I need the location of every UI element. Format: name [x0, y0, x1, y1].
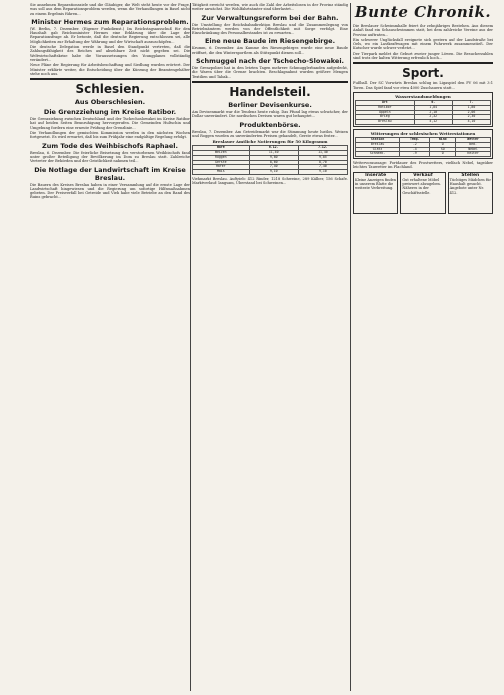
table-header: Wind	[430, 137, 456, 142]
headline: Die Grenzziehung im Kreise Ratibor.	[43, 108, 177, 117]
table-header: 6.	[414, 100, 452, 105]
advertisement	[353, 172, 398, 214]
advertisement-row	[353, 172, 493, 214]
article-text: Die Umstellung der Reichsbahndirektion Breslau und die Zusammenlegung von Betriebsämtern werden von der Öffentlichkeit mit Sorge verfolgt. Eine Einschränkung des Personalbestandes ist zu erwarten...	[192, 22, 348, 36]
table-row	[356, 120, 491, 125]
article-text: Krumm, 6. Dezember. Am Kamme des Riesengebirges wurde eine neue Baude eröffnet, die den Wintersportlern als Stützpunkt dienen soll...	[192, 46, 348, 55]
table-title: Witterungen der schlesischen Wetterstationen	[370, 130, 476, 136]
table-cell: 9,10	[298, 170, 347, 175]
table-header: Ware	[193, 146, 250, 151]
table-cell: 4,10	[452, 120, 490, 125]
table-cell: Hafer	[193, 165, 250, 170]
ad-title: Inserate	[365, 172, 387, 178]
table-cell: 4,12	[414, 120, 452, 125]
table-header: Temp.	[400, 137, 430, 142]
table-header: Wetter	[456, 137, 491, 142]
table-cell: 2,10	[414, 110, 452, 115]
table-row	[193, 170, 348, 175]
table-cell: -2	[400, 142, 430, 147]
table-cell: 2,32	[414, 115, 452, 120]
article-text: Die deutsche Delegation werde in Basel den Standpunkt vertreten, daß die Zahlungsfähigkeit des Reiches auf absehbare Zeit nicht gegeben sei. Die Weltwirtschaftskrise habe die Voraussetzungen des Youngplanes vollständig verändert...	[30, 45, 190, 62]
table-row	[356, 152, 491, 157]
table-title: Breslauer Amtliche Notierungen für 50 Kilogramm	[212, 139, 328, 145]
price-table	[192, 145, 348, 175]
article-text: Sie annehmen Reparationsziele und die Gläubiger, die Welt steht heute vor der Frage, was soll aus dem Reparationsproblem werden, wenn die Verhandlungen in Basel nicht zu einem Ergebnis führen...	[30, 3, 190, 16]
headline: Die Notlage der Landwirtschaft im Kreise Breslau.	[34, 165, 186, 182]
divider	[353, 62, 493, 64]
table-header: 7.	[452, 100, 490, 105]
section-title: Handelsteil.	[229, 84, 311, 99]
table-cell: -4	[400, 147, 430, 152]
table-cell: 11,40	[298, 150, 347, 155]
table-cell: Gerste	[193, 160, 250, 165]
table-cell: 7,40	[249, 165, 298, 170]
section-title: Schlesien.	[75, 82, 145, 97]
article-text: Die Verhandlungen der gemischten Kommission werden in den nächsten Wochen fortgesetzt. Es wird erwartet, daß bis zum Frühjahr eine endgültige Regelung erfolgt.	[30, 131, 190, 140]
table-cell: 8,70	[298, 160, 347, 165]
section-subtitle: Aus Oberschlesien.	[74, 98, 146, 107]
table-cell: 1,84	[414, 105, 452, 110]
section-title: Sport.	[402, 66, 444, 81]
table-cell: O	[430, 152, 456, 157]
table-cell: 7,40	[298, 165, 347, 170]
table-cell: Glatz	[356, 147, 400, 152]
article-text: Fußball. Der SC Vorwärts Breslau schlug im Ligaspiel den FV 06 mit 3:1 Toren. Das Spiel fand vor etwa 4000 Zuschauern statt...	[353, 81, 493, 90]
water-level-table	[355, 100, 491, 125]
divider	[192, 81, 348, 83]
headline: Zur Verwaltungsreform bei der Bahn.	[201, 13, 339, 22]
table-cell: Ratibor	[356, 105, 415, 110]
headline: Minister Hermes zum Reparationsproblem.	[31, 17, 189, 26]
article-text: Die Breslauer Schwimmhalle feiert ihr zehnjähriges Bestehen. Aus diesem Anlaß fand ein Schauschwimmen statt, bei dem zahlreiche Vereine aus der Provinz auftraten...	[353, 24, 493, 37]
table-cell: Roggen	[193, 155, 250, 160]
article-text: Tätigkeit erreicht werden, wie auch die Zahl der Arbeitslosen in der Provinz ständig weiter anwächst. Die Wohlfahrtsämter sind überlastet...	[192, 3, 348, 12]
article-text: Viehmarkt Breslau. Auftrieb: 412 Rinder, 1218 Schweine, 289 Kälber, 156 Schafe. Marktverlauf: langsam, Überstand bei Schweinen...	[192, 176, 348, 186]
ad-title: Verkauf	[413, 172, 433, 178]
column-rule	[350, 3, 351, 691]
column-rule	[190, 3, 191, 691]
headline: Eine neue Baude im Riesengebirge.	[204, 37, 336, 46]
article-text: Die Grenzziehung zwischen Deutschland und der Tschechoslowakei im Kreise Ratibor hat auf beiden Seiten Beunruhigung hervorgerufen. Die Gemeinden Hultschin und Umgebung fordern eine erneute Prüfung der Grenzlinie...	[30, 117, 190, 130]
column-middle	[192, 3, 348, 187]
table-cell: Nebel	[456, 147, 491, 152]
article-text: Neue Pläne der Regierung für Arbeitsbeschaffung und Siedlung wurden erörtert. Der Minister erklärte weiter, die Entscheidung über die Kürzung der Beamtengehälter stehe noch aus.	[30, 63, 190, 76]
article-text: Der Tierpark meldet die Geburt zweier junger Löwen. Die Besucherzahlen sind trotz der kalten Witterung erfreulich hoch...	[353, 51, 493, 61]
article-text: Breslau, 7. Dezember. Am Getreidemarkt war die Stimmung heute lustlos. Weizen und Roggen wurden zu unveränderten Preisen gehandelt, Gerste etwas fester...	[192, 129, 348, 138]
article-text: Die Grenzpolizei hat in den letzten Tagen mehrere Schmugglerbanden aufgedeckt, die Waren über die Grenze brachten. Beschlagnahmt wurden größere Mengen Textilien und Tabak...	[192, 66, 348, 79]
advertisement	[400, 172, 445, 214]
article-text: (W. Berlin, 7. Dezember. (Eigener Funkdienst.) Im Reichstagsausschuß für den Haushalt gab Reichsminister Hermes eine Erklärung über die Lage der Reparationsfrage ab. Er betonte, daß die deutsche Regierung entschlossen sei, alle Möglichkeiten zur Erhaltung der Währung und der Wirtschaft auszuschöpfen...	[30, 26, 190, 44]
article-text: Die Bauern des Kreises Breslau haben in einer Versammlung auf die ernste Lage der Landwirtschaft hingewiesen und die Regierung um sofortige Hilfsmaßnahmen gebeten. Der Preisverfall bei Getreide und Vieh habe viele Betriebe an den Rand des Ruins gebracht...	[30, 182, 190, 200]
table-title: Wasserstandsmeldungen	[395, 93, 451, 99]
table-header: 7.12.	[298, 146, 347, 151]
weather-box	[353, 129, 493, 159]
table-cell: 2,06	[452, 110, 490, 115]
weather-table	[355, 137, 491, 157]
table-cell: Brieg	[356, 115, 415, 120]
ad-text: Kleine Anzeigen finden in unserem Blatte die weiteste Verbreitung.	[355, 177, 397, 191]
table-cell: Mais	[193, 170, 250, 175]
headline: Produktenbörse.	[239, 120, 301, 129]
table-cell: -9	[400, 152, 430, 157]
table-cell: Oppeln	[356, 110, 415, 115]
article-text: Ein schwerer Unglücksfall ereignete sich gestern auf der Landstraße bei Oels, wo ein Lastkraftwagen mit einem Fuhrwerk zusammenstieß. Der Kutscher wurde schwer verletzt...	[353, 37, 493, 51]
advertisement	[448, 172, 493, 214]
table-cell: bed.	[456, 142, 491, 147]
table-cell: 8,60	[249, 160, 298, 165]
table-cell: Breslau	[356, 120, 415, 125]
column-left	[30, 3, 190, 201]
divider	[30, 78, 190, 80]
table-cell: 9,85	[298, 155, 347, 160]
table-cell: Breslau	[356, 142, 400, 147]
table-cell: O	[430, 142, 456, 147]
table-cell: Weizen	[193, 150, 250, 155]
table-header: Station	[356, 137, 400, 142]
headline: Zum Tode des Weihbischofs Raphael.	[42, 141, 178, 150]
table-cell: 9,10	[249, 170, 298, 175]
water-level-box	[353, 92, 493, 127]
table-cell: heiter	[456, 152, 491, 157]
table-header: Ort	[356, 100, 415, 105]
article-text: Breslau, 6. Dezember. Die feierliche Beisetzung des verstorbenen Weihbischofs fand unter großer Beteiligung der Bevölkerung im Dom zu Breslau statt. Zahlreiche Vertreter der Behörden und der Geistlichkeit nahmen teil...	[30, 150, 190, 164]
section-masthead: Bunte Chronik.	[354, 3, 492, 21]
ad-title: Stellen	[461, 172, 480, 178]
table-cell: 1,80	[452, 105, 490, 110]
article-text: Am Devisenmarkt war die Tendenz heute ruhig. Das Pfund lag etwas schwächer, der Dollar unverändert. Die nordischen Devisen waren gut behauptet...	[192, 109, 348, 119]
table-cell: 11,40	[249, 150, 298, 155]
table-cell: 9,80	[249, 155, 298, 160]
table-cell: Schneek.	[356, 152, 400, 157]
section-subtitle: Berliner Devisenkurse.	[228, 100, 312, 109]
ad-text: Gut erhaltene Möbel preiswert abzugeben. Näheres in der Geschäftsstelle.	[402, 177, 441, 195]
ad-text: Tüchtiges Mädchen für Haushalt gesucht. Angebote unter Nr. 412.	[449, 177, 491, 195]
table-cell: 2,30	[452, 115, 490, 120]
column-right	[353, 3, 493, 214]
headline: Schmuggel nach der Tschecho-Slowakei.	[195, 57, 345, 66]
table-cell: SO	[430, 147, 456, 152]
article-text: Wettervoraussage: Fortdauer des Frostwetters, vielfach Nebel, tagsüber leichtes Tauwetter im Flachland.	[353, 161, 493, 170]
table-header: 6.12.	[249, 146, 298, 151]
